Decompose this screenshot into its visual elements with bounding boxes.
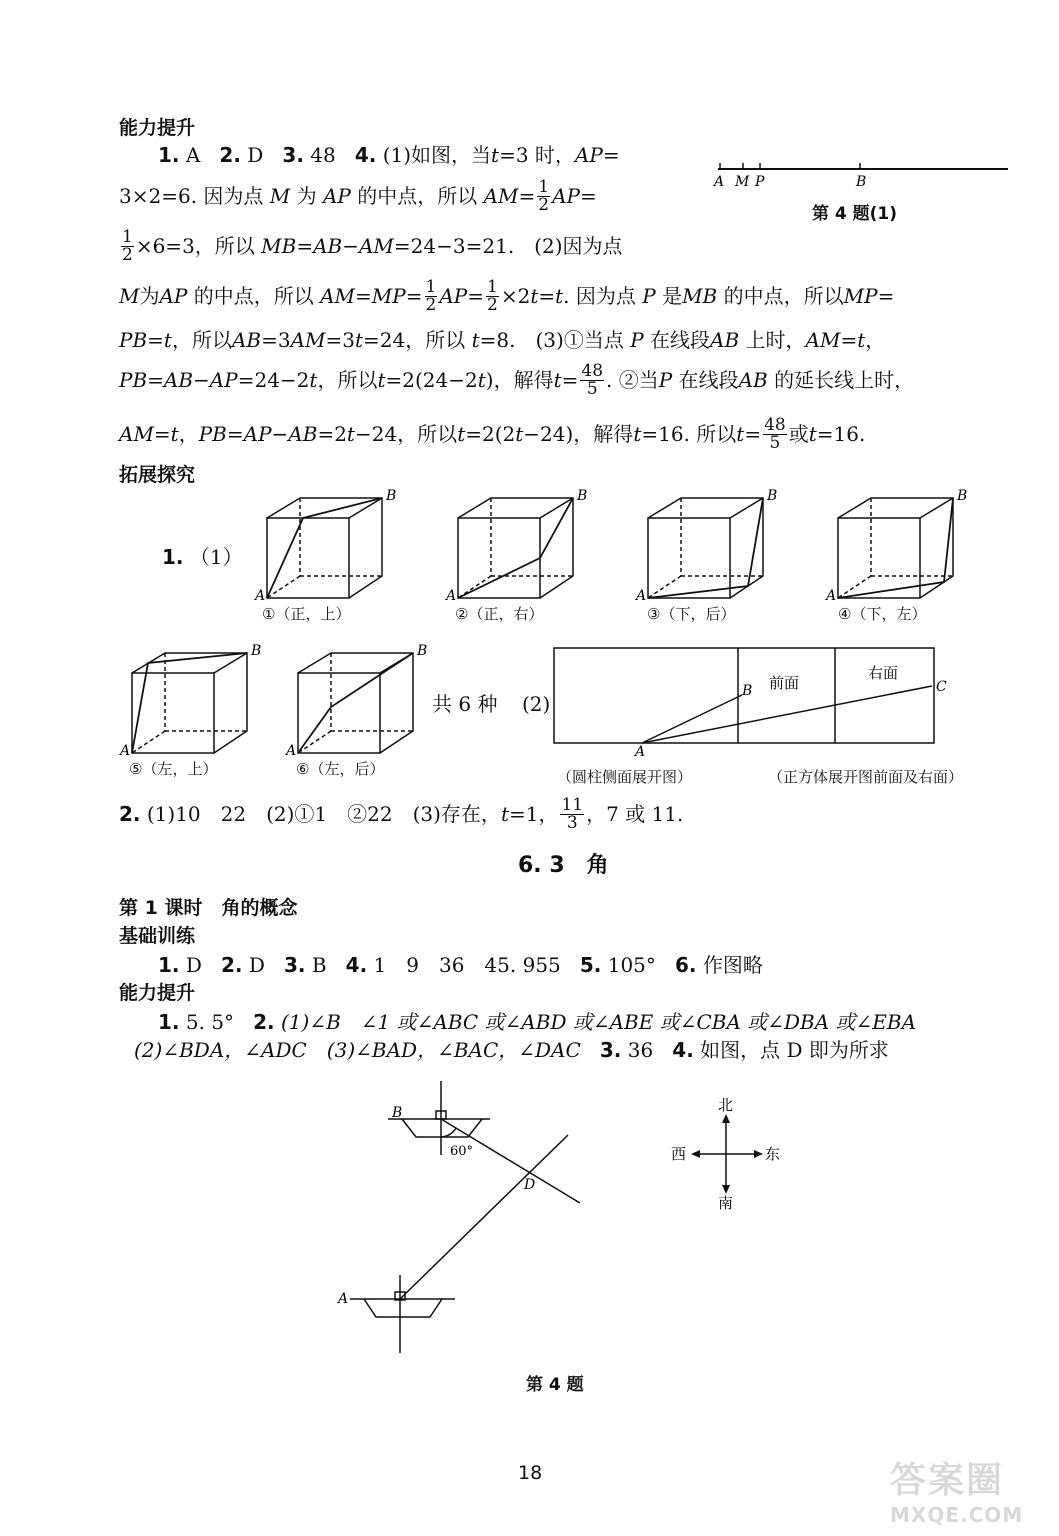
fraction-48-5: $\frac{48}{5}$: [581, 360, 604, 399]
label-a: A: [635, 744, 646, 760]
answer-line-2: 3×2=6. 因为点 M 为 AP 的中点，所以 AM = $\frac{1}{2}$ AP =: [119, 176, 597, 215]
label-a: A: [446, 588, 457, 604]
answer-line-3: $\frac{1}{2}$ ×6=3，所以 MB=AB−AM =24−3=21. (2)因为点: [122, 226, 623, 265]
fraction-half: $\frac{1}{2}$: [122, 226, 133, 265]
label-a: A: [255, 588, 266, 604]
compass-west-label: 西: [671, 1145, 687, 1163]
fraction-half: $\frac{1}{2}$: [425, 276, 437, 315]
cube-figure-5: [120, 645, 270, 760]
cube-figure-1: [255, 490, 405, 605]
fraction-11-3: $\frac{11}{3}$: [561, 794, 584, 833]
compass-east-label: 东: [765, 1145, 781, 1163]
ability-answers-line-2: (2)∠BDA，∠ADC (3)∠BAD，∠BAC，∠DAC 3. 36 4. 如图，点 D 即为所求: [134, 1038, 889, 1062]
basic-answers: 1. D 2. D 3. B 4. 1 9 36 45. 955 5. 105° 6. 作图略: [158, 953, 763, 977]
label-b: B: [386, 488, 397, 504]
cube-figure-3: [636, 490, 786, 605]
cube-caption-6: ⑥（左，后）: [296, 760, 385, 778]
unfold-figure: [548, 640, 968, 760]
label-p: P: [755, 174, 765, 190]
watermark-main: 答案圈: [890, 1460, 1005, 1501]
compass-north-label: 北: [718, 1096, 734, 1114]
cube-caption-3: ③（下，后）: [647, 605, 736, 623]
basic-heading: 基础训练: [119, 925, 196, 947]
part-2-label: (2): [522, 692, 551, 716]
label-b: B: [392, 1105, 403, 1121]
total-count-text: 共 6 种: [432, 692, 498, 716]
label-a: A: [286, 743, 297, 759]
page-number: 18: [518, 1462, 543, 1484]
label-b: B: [767, 488, 778, 504]
figure-caption-4: 第 4 题: [526, 1375, 584, 1395]
answer-line-6: PB=AB−AP =24−2 t ，所以 t =2(24−2 t )，解得 t = $\frac{48}{5}$ . ②当 P 在线段 AB 的延长线上时，: [119, 360, 915, 399]
section-heading-ability: 能力提升: [119, 117, 196, 139]
answer-line-1: 1. A 2. D 3. 48 4. (1)如图，当t=3 时，AP=: [158, 143, 620, 167]
label-d: D: [524, 1177, 536, 1193]
bearing-figure: [330, 1075, 600, 1355]
right-face-label: 右面: [867, 664, 899, 682]
label-b: B: [742, 683, 753, 699]
cube-caption-2: ②（正，右）: [455, 605, 544, 623]
angle-label: 60°: [450, 1144, 474, 1159]
label-c: C: [936, 679, 947, 695]
fraction-half: $\frac{1}{2}$: [487, 276, 498, 315]
section-heading-explore: 拓展探究: [119, 464, 196, 486]
label-a: A: [338, 1291, 349, 1307]
section-title: 6. 3 角: [518, 853, 609, 878]
answer-line-7: AM=t ， PB=AP−AB =2 t −24，所以 t =2(2 t −24)，解得 t =16. 所以 t = $\frac{48}{5}$ 或 t =16.: [119, 414, 866, 453]
cube-caption-5: ⑤（左，上）: [129, 760, 218, 778]
cube-figure-4: [826, 490, 976, 605]
lesson-title: 第 1 课时 角的概念: [119, 897, 298, 919]
cube-figure-6: [286, 645, 436, 760]
watermark-sub: MXQE.COM: [890, 1503, 1024, 1527]
label-a: A: [714, 174, 725, 190]
label-b: B: [417, 643, 428, 659]
label-b: B: [577, 488, 588, 504]
answer-line-4: M 为 AP 的中点，所以 AM=MP = $\frac{1}{2}$ AP = $\frac{1}{2}$ ×2 t = t . 因为点 P 是 MB 的中点，所以 MP =: [119, 276, 895, 315]
label-b: B: [251, 643, 262, 659]
unfold-caption-left: （圆柱侧面展开图）: [557, 768, 693, 786]
ability-heading: 能力提升: [119, 982, 196, 1004]
front-face-label: 前面: [768, 674, 800, 692]
watermark-logo: [890, 1452, 1050, 1532]
fraction-48-5: $\frac{48}{5}$: [764, 414, 786, 453]
compass-south-label: 南: [718, 1194, 734, 1212]
label-a: A: [636, 588, 647, 604]
fraction-half: $\frac{1}{2}$: [538, 176, 550, 215]
compass-figure: [665, 1092, 795, 1212]
question-2-answer: 2. (1)10 22 (2)①1 ②22 (3)存在， t =1， $\frac{11}{3}$ ，7 或 11.: [119, 794, 684, 833]
unfold-caption-right: （正方体展开图前面及右面）: [768, 768, 964, 786]
label-a: A: [826, 588, 837, 604]
cube-figure-2: [446, 490, 596, 605]
figure-caption-4-1: 第 4 题(1): [812, 204, 898, 224]
question-1-label: 1. （1）: [162, 545, 243, 569]
answer-line-5: PB=t，所以AB=3AM=3t=24，所以 t=8. (3)①当点 P 在线段AB 上时，AM=t，: [119, 328, 886, 352]
label-b: B: [957, 488, 968, 504]
cube-caption-1: ①（正，上）: [262, 605, 351, 623]
label-b: B: [856, 174, 867, 190]
ability-answers-line-1: 1. 5. 5° 2. (1)∠B ∠1 或∠ABC 或∠ABD 或∠ABE 或∠CBA 或∠DBA 或∠EBA: [158, 1010, 917, 1034]
label-m: M: [735, 174, 750, 190]
label-a: A: [120, 743, 131, 759]
cube-caption-4: ④（下，左）: [838, 605, 927, 623]
